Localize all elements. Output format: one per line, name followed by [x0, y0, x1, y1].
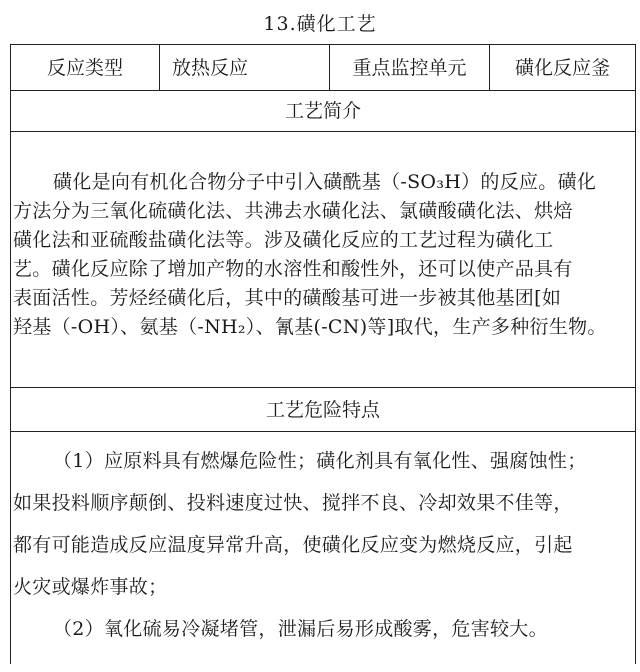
hazard-line: （2）氧化硫易冷凝堵管，泄漏后易形成酸雾，危害较大。	[53, 618, 548, 640]
hazard-line: 都有可能造成反应温度异常升高，使磺化反应变为燃烧反应，引起	[13, 534, 573, 556]
page-title: 13.磺化工艺	[263, 13, 377, 35]
intro-line: 磺化是向有机化合物分子中引入磺酰基（-SO₃H）的反应。磺化	[53, 171, 597, 193]
reaction-type-label: 反应类型	[46, 57, 123, 79]
hazards-section	[11, 432, 635, 672]
hazard-line: 如果投料顺序颠倒、投料速度过快、搅拌不良、冷却效果不佳等，	[13, 492, 573, 514]
hazard-line: 火灾或爆炸事故；	[13, 576, 168, 598]
intro-section	[11, 132, 635, 388]
intro-line: 羟基（-OH）、氨基（-NH₂）、氰基(-CN)等]取代，生产多种衍生物。	[13, 316, 607, 338]
hazards-heading: 工艺危险特点	[11, 388, 635, 432]
intro-line: 表面活性。芳烃经磺化后，其中的磺酸基可进一步被其他基团[如	[13, 287, 562, 309]
intro-heading: 工艺简介	[11, 91, 635, 132]
monitoring-unit-label: 重点监控单元	[329, 45, 489, 90]
process-table	[10, 44, 636, 664]
hazards-paragraph	[13, 440, 637, 650]
intro-paragraph	[13, 168, 637, 342]
monitoring-unit-value: 磺化反应釜	[489, 45, 635, 90]
intro-line: 磺化法和亚硫酸盐磺化法等。涉及磺化反应的工艺过程为磺化工	[13, 229, 554, 251]
intro-line: 方法分为三氧化硫磺化法、共沸去水磺化法、氯磺酸磺化法、烘焙	[13, 200, 573, 222]
hazard-line: （1）应原料具有燃爆危险性；磺化剂具有氧化性、强腐蚀性；	[53, 450, 587, 472]
reaction-info-row	[11, 45, 635, 91]
intro-line: 艺。磺化反应除了增加产物的水溶性和酸性外，还可以使产品具有	[13, 258, 573, 280]
reaction-type-value: 放热反应	[159, 45, 329, 90]
